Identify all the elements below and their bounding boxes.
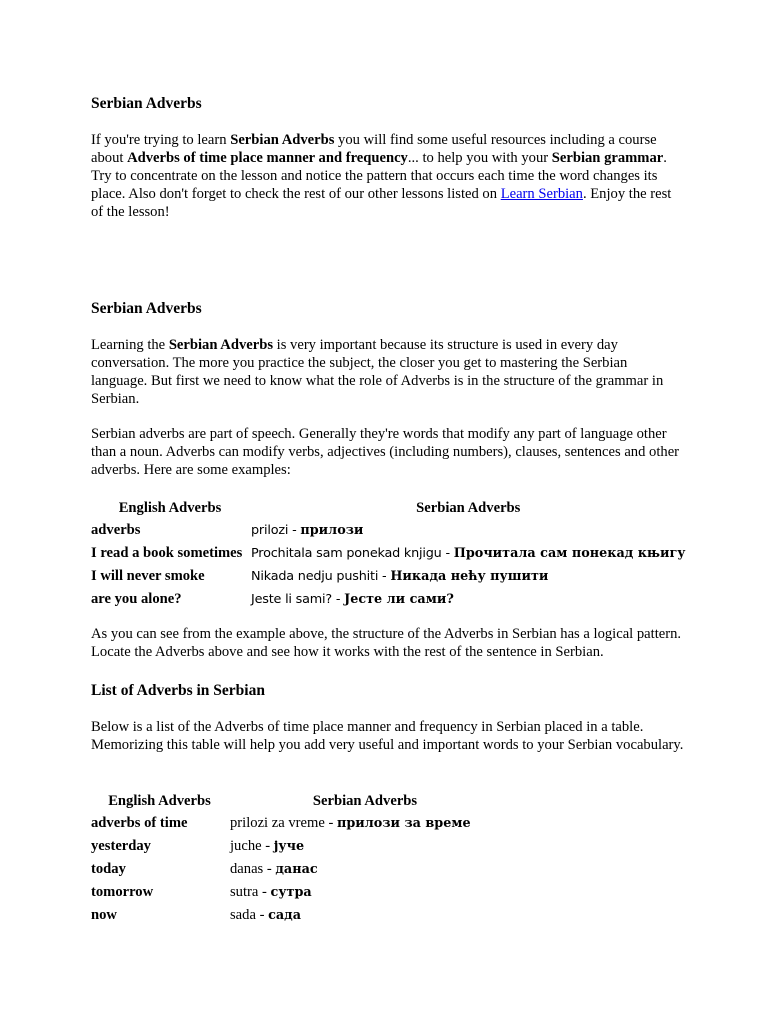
column-header-serbian: Serbian Adverbs [312,793,418,809]
section-title-serbian-adverbs: Serbian Adverbs [91,95,202,112]
text-run: ... to help you with your [407,150,552,166]
bold-run: Serbian grammar [551,150,664,166]
table-row [91,544,688,567]
serbian-cell [251,590,688,613]
column-header-serbian: Serbian Adverbs [416,500,521,516]
adverbs-list-table [91,792,502,929]
text-run: . Try to concentrate on the lesson and notice the pattern that occurs each time the word changes its place. Also don't forget to check the rest of our other lessons listed on [91,150,667,202]
text-run: is very important because its structure is used in every day conversation. The more you practice the subject, the closer you get to mastering the Serbian language. But first we need to know what the role of Adverbs is in the structure of the grammar in Serbian. [91,337,664,407]
serbian-cell [230,814,502,837]
cyrillic-text: прилози за време [336,816,471,831]
english-cell: are you alone? [91,591,182,607]
english-cell: yesterday [91,838,151,854]
table-row [91,837,502,860]
cyrillic-text: сада [268,908,301,923]
pattern-paragraph: As you can see from the example above, the structure of the Adverbs in Serbian has a logical pattern. Locate the Adverbs above and see how it works with the rest of the sentence in Serbian. [91,626,682,660]
cyrillic-text: Прочитала сам понекад књигу [453,546,686,561]
examples-table [91,499,688,613]
romanized-text: sada - [230,907,269,923]
bold-run: Adverbs of time place manner and frequency [127,150,408,166]
learn-serbian-link[interactable]: Learn Serbian [500,186,583,202]
english-cell: today [91,861,126,877]
text-run: If you're trying to learn [91,132,231,148]
table-row [91,567,688,590]
serbian-cell [230,883,502,906]
serbian-cell [251,521,688,544]
cyrillic-text: Никада нећу пушити [390,569,549,584]
list-intro-paragraph: Below is a list of the Adverbs of time place manner and frequency in Serbian placed in a table. Memorizing this table will help you add very useful and important words to your Serbian vocabulary. [91,719,684,753]
cyrillic-text: прилози [300,523,364,538]
table-row [91,883,502,906]
romanized-text: Jeste li sami? - [251,592,345,607]
table-row [91,590,688,613]
column-header-english: English Adverbs [118,500,222,516]
section-title-list-of-adverbs: List of Adverbs in Serbian [91,682,265,699]
serbian-cell [230,860,502,883]
cyrillic-text: Јесте ли сами? [344,592,454,607]
serbian-cell [230,837,502,860]
intro-paragraph [91,131,686,221]
text-run: you will find some useful resources including a course about [91,132,657,166]
romanized-text: juche - [230,838,274,854]
column-header-english: English Adverbs [108,793,211,809]
english-cell: I will never smoke [91,568,205,584]
romanized-text: sutra - [230,884,271,900]
serbian-cell [251,544,688,567]
bold-run: Serbian Adverbs [168,337,274,353]
romanized-text: danas - [230,861,276,877]
english-cell: tomorrow [91,884,154,900]
romanized-text: Prochitala sam ponekad knjigu - [251,546,454,561]
cyrillic-text: данас [275,862,318,877]
romanized-text: prilozi za vreme - [230,815,337,831]
text-run: Learning the [91,337,169,353]
serbian-cell [230,906,502,929]
english-cell: now [91,907,117,923]
english-cell: adverbs of time [91,815,188,831]
table-row [91,814,502,837]
english-cell: adverbs [91,522,141,538]
table-header-row [91,499,688,521]
cyrillic-text: сутра [270,885,312,900]
table-row [91,906,502,929]
romanized-text: prilozi - [251,523,301,538]
romanized-text: Nikada nedju pushiti - [251,569,391,584]
text-run: . Enjoy the rest of the lesson! [91,186,672,220]
bold-run: Serbian Adverbs [230,132,335,148]
serbian-cell [251,567,688,590]
table-row [91,860,502,883]
english-cell: I read a book sometimes [91,545,243,561]
table-row [91,521,688,544]
cyrillic-text: јуче [273,839,305,854]
definition-paragraph: Serbian adverbs are part of speech. Generally they're words that modify any part of language other than a noun. Adverbs can modify verbs, adjectives (including numbers), clauses, sentences and other adverbs. Here are some examples: [91,426,680,478]
learning-paragraph [91,336,686,408]
section-title-serbian-adverbs-2: Serbian Adverbs [91,300,202,317]
table-header-row [91,792,502,814]
